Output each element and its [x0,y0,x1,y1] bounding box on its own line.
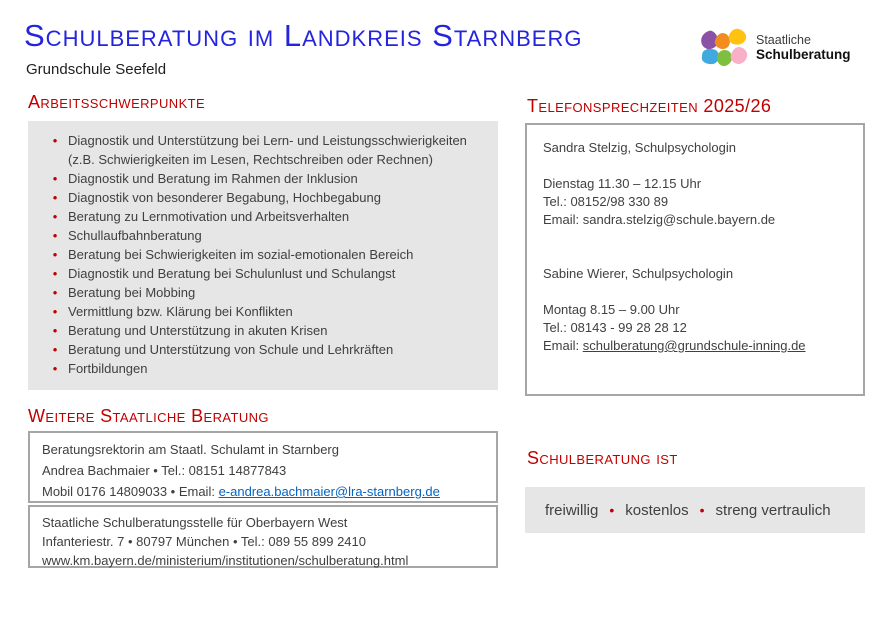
list-item-label: Vermittlung bzw. Klärung bei Konflikten [68,304,293,319]
list-item-label: Diagnostik und Beratung im Rahmen der Inklusion [68,171,358,186]
email-link-grundschule-inning[interactable]: schulberatung@grundschule-inning.de [582,338,806,353]
person2-time: Montag 8.15 – 9.00 Uhr [543,302,680,317]
heading-arbeitsschwerpunkte: Arbeitsschwerpunkte [28,92,206,112]
bullet-icon: • [52,171,58,186]
box2-line3: www.km.bayern.de/ministerium/institutionen/schulberatung.html [42,553,409,568]
list-item-label: Beratung und Unterstützung von Schule und Lehrkräften [68,342,394,357]
bullet-icon: • [52,133,58,148]
page-subtitle: Grundschule Seefeld [26,61,167,78]
list-item-label: Beratung bei Schwierigkeiten im sozial-emotionalen Bereich [68,247,414,262]
petal-yellow-icon [727,27,748,47]
person2-email-line [543,337,847,355]
box1-line2: Andrea Bachmaier • Tel.: 08151 14877843 [42,463,287,478]
bullet-icon: • [609,502,615,518]
bullet-icon: • [52,285,58,300]
box2-line1: Staatliche Schulberatungsstelle für Oberbayern West [42,515,348,530]
bullet-icon: • [699,502,705,518]
email-link-bachmaier[interactable]: e-andrea.bachmaier@lra-starnberg.de [218,484,440,499]
person1-time: Dienstag 11.30 – 12.15 Uhr [543,176,702,191]
list-item-label: Diagnostik und Unterstützung bei Lern- und Leistungsschwierigkeiten (z.B. Schwierigkeiten im Lesen, Rechtschreiben oder Rechnen) [68,133,467,167]
strip-item: streng vertraulich [715,501,831,519]
logo-line2: Schulberatung [756,47,851,63]
person2-name: Sabine Wierer, Schulpsychologin [543,266,734,281]
bullet-icon: • [52,190,58,205]
person1-name: Sandra Stelzig, Schulpsychologin [543,140,736,155]
list-item-label: Beratung zu Lernmotivation und Arbeitsverhalten [68,209,350,224]
list-item-label: Beratung bei Mobbing [68,285,196,300]
person1-tel: Tel.: 08152/98 330 89 [543,194,669,209]
list-item [42,226,484,245]
bullet-icon: • [52,323,58,338]
arbeitsschwerpunkte-list [42,131,484,378]
person2-tel: Tel.: 08143 - 99 28 28 12 [543,320,687,335]
bullet-icon: • [52,304,58,319]
heading-telefonsprechzeiten: Telefonsprechzeiten 2025/26 [527,96,772,116]
list-item [42,245,484,264]
list-item [42,321,484,340]
list-item [42,359,484,378]
page-title: Schulberatung im Landkreis Starnberg [24,18,583,53]
box1-line3 [42,481,484,502]
logo-line1: Staatliche [756,33,811,48]
box1-line1: Beratungsrektorin am Staatl. Schulamt in Starnberg [42,442,339,457]
schulberatung-ist-strip [525,487,865,533]
person2-email-prefix: Email: [543,338,583,353]
person1-email: sandra.stelzig@schule.bayern.de [582,212,776,227]
bullet-icon: • [52,228,58,243]
spacer [543,283,847,301]
logo-text [756,33,851,63]
spacer [543,157,847,175]
box2-line2: Infanteriestr. 7 • 80797 München • Tel.: 089 55 899 2410 [42,534,366,549]
list-item-label: Schullaufbahnberatung [68,228,202,243]
list-item [42,188,484,207]
flower-logo-icon [700,28,746,68]
list-item [42,207,484,226]
beratungsrektorin-box [28,431,498,503]
box1-line3-prefix: Mobil 0176 14809033 • Email: [42,484,219,499]
list-item-label: Diagnostik und Beratung bei Schulunlust und Schulangst [68,266,396,281]
arbeitsschwerpunkte-panel [28,121,498,390]
spacer [543,229,847,247]
bullet-icon: • [52,209,58,224]
strip-item: freiwillig [545,501,599,519]
bullet-icon: • [52,247,58,262]
heading-schulberatung-ist: Schulberatung ist [527,448,678,468]
strip-item: kostenlos [625,501,689,519]
list-item [42,302,484,321]
list-item [42,131,484,169]
list-item-label: Fortbildungen [68,361,148,376]
telefonsprechzeiten-box [525,123,865,396]
person1-email-prefix: Email: [543,212,583,227]
bullet-icon: • [52,266,58,281]
list-item [42,340,484,359]
list-item [42,169,484,188]
schulberatungsstelle-box [28,505,498,568]
petal-pink-icon [729,45,749,66]
list-item [42,283,484,302]
person1-email-line [543,211,847,229]
heading-weitere-staatliche-beratung: Weitere Staatliche Beratung [28,406,269,426]
list-item-label: Beratung und Unterstützung in akuten Krisen [68,323,328,338]
list-item-label: Diagnostik von besonderer Begabung, Hochbegabung [68,190,381,205]
bullet-icon: • [52,361,58,376]
list-item [42,264,484,283]
spacer [543,247,847,265]
bullet-icon: • [52,342,58,357]
staatliche-schulberatung-logo [700,22,870,74]
